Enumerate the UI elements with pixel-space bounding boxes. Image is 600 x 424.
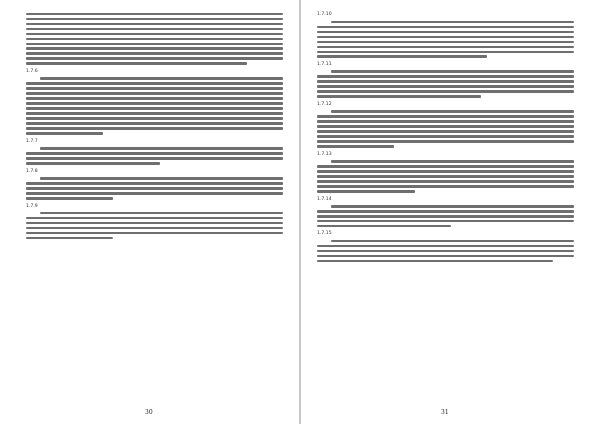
paragraph <box>317 230 574 262</box>
text-line <box>317 130 574 132</box>
paragraph <box>26 168 283 200</box>
text-line <box>317 225 451 227</box>
text-line <box>317 185 574 187</box>
paragraph-text <box>331 240 332 241</box>
text-line <box>317 170 574 172</box>
text-line <box>317 135 574 137</box>
text-line <box>26 57 283 59</box>
right-page <box>301 0 600 424</box>
left-page <box>0 0 299 424</box>
text-line <box>317 260 553 262</box>
text-line <box>26 97 283 99</box>
text-line <box>317 36 574 38</box>
paragraph-text <box>331 160 332 161</box>
paragraph <box>26 13 283 65</box>
text-line <box>26 217 283 219</box>
text-line <box>26 182 283 184</box>
paragraph-text <box>331 205 332 206</box>
section-number: 1.7.6 <box>26 68 38 74</box>
paragraph-text <box>331 110 332 111</box>
text-line <box>26 47 283 49</box>
text-line <box>26 237 113 239</box>
text-line <box>26 52 283 54</box>
text-line <box>331 110 574 112</box>
text-line <box>26 87 283 89</box>
text-line <box>26 82 283 84</box>
text-line <box>26 33 283 35</box>
paragraph <box>317 196 574 228</box>
text-line <box>26 192 283 194</box>
paragraph-text <box>40 77 41 78</box>
paragraph <box>317 151 574 193</box>
text-line <box>317 55 487 57</box>
text-line <box>331 240 574 242</box>
text-line <box>317 85 574 87</box>
text-line <box>317 41 574 43</box>
text-line <box>26 132 103 134</box>
text-line <box>317 95 481 97</box>
paragraph <box>317 61 574 98</box>
section-number: 1.7.7 <box>26 138 38 144</box>
section-number: 1.7.9 <box>26 203 38 209</box>
text-line <box>317 175 574 177</box>
text-line <box>26 127 283 129</box>
text-line <box>317 80 574 82</box>
paragraph-text <box>331 70 332 71</box>
paragraph <box>26 138 283 165</box>
section-number: 1.7.15 <box>317 231 332 237</box>
text-line <box>317 145 394 147</box>
section-number: 1.7.13 <box>317 151 332 157</box>
text-line <box>26 107 283 109</box>
text-line <box>26 43 283 45</box>
text-line <box>317 165 574 167</box>
text-line <box>26 102 283 104</box>
left-page-number: 30 <box>145 409 153 416</box>
text-line <box>26 62 247 64</box>
text-line <box>26 232 283 234</box>
text-line <box>317 215 574 217</box>
text-line <box>317 90 574 92</box>
text-line <box>26 117 283 119</box>
paragraph <box>317 101 574 148</box>
text-line <box>317 255 574 257</box>
text-line <box>317 26 574 28</box>
text-line <box>317 245 574 247</box>
text-line <box>317 31 574 33</box>
section-number: 1.7.11 <box>317 61 332 67</box>
left-page-text <box>26 10 283 402</box>
text-line <box>40 212 283 214</box>
text-line <box>331 21 574 23</box>
right-page-text <box>317 10 574 402</box>
text-line <box>317 75 574 77</box>
text-line <box>331 70 574 72</box>
text-line <box>331 160 574 162</box>
text-line <box>26 152 283 154</box>
text-line <box>317 120 574 122</box>
text-line <box>26 28 283 30</box>
text-line <box>26 13 283 15</box>
paragraph <box>317 11 574 58</box>
text-line <box>317 115 574 117</box>
text-line <box>26 112 283 114</box>
section-number: 1.7.12 <box>317 101 332 107</box>
paragraph <box>26 68 283 135</box>
text-line <box>26 122 283 124</box>
paragraph-text <box>40 177 41 178</box>
text-line <box>40 177 283 179</box>
paragraph-text <box>331 21 332 22</box>
text-line <box>26 227 283 229</box>
section-number: 1.7.8 <box>26 168 38 174</box>
paragraph-text <box>40 147 41 148</box>
text-line <box>26 162 160 164</box>
text-line <box>26 197 113 199</box>
text-line <box>26 18 283 20</box>
text-line <box>26 23 283 25</box>
text-line <box>26 222 283 224</box>
text-line <box>317 190 415 192</box>
text-line <box>40 147 283 149</box>
text-line <box>26 187 283 189</box>
text-line <box>317 210 574 212</box>
right-page-number: 31 <box>441 409 449 416</box>
text-line <box>317 220 574 222</box>
text-line <box>317 250 574 252</box>
text-line <box>317 180 574 182</box>
paragraph-text <box>26 13 27 14</box>
text-line <box>317 140 574 142</box>
text-line <box>26 157 283 159</box>
section-number: 1.7.14 <box>317 196 332 202</box>
paragraph-text <box>40 212 41 213</box>
text-line <box>317 46 574 48</box>
text-line <box>40 77 283 79</box>
text-line <box>331 205 574 207</box>
text-line <box>26 38 283 40</box>
paragraph <box>26 203 283 240</box>
section-number: 1.7.10 <box>317 12 332 17</box>
text-line <box>317 125 574 127</box>
text-line <box>26 92 283 94</box>
text-line <box>317 51 574 53</box>
